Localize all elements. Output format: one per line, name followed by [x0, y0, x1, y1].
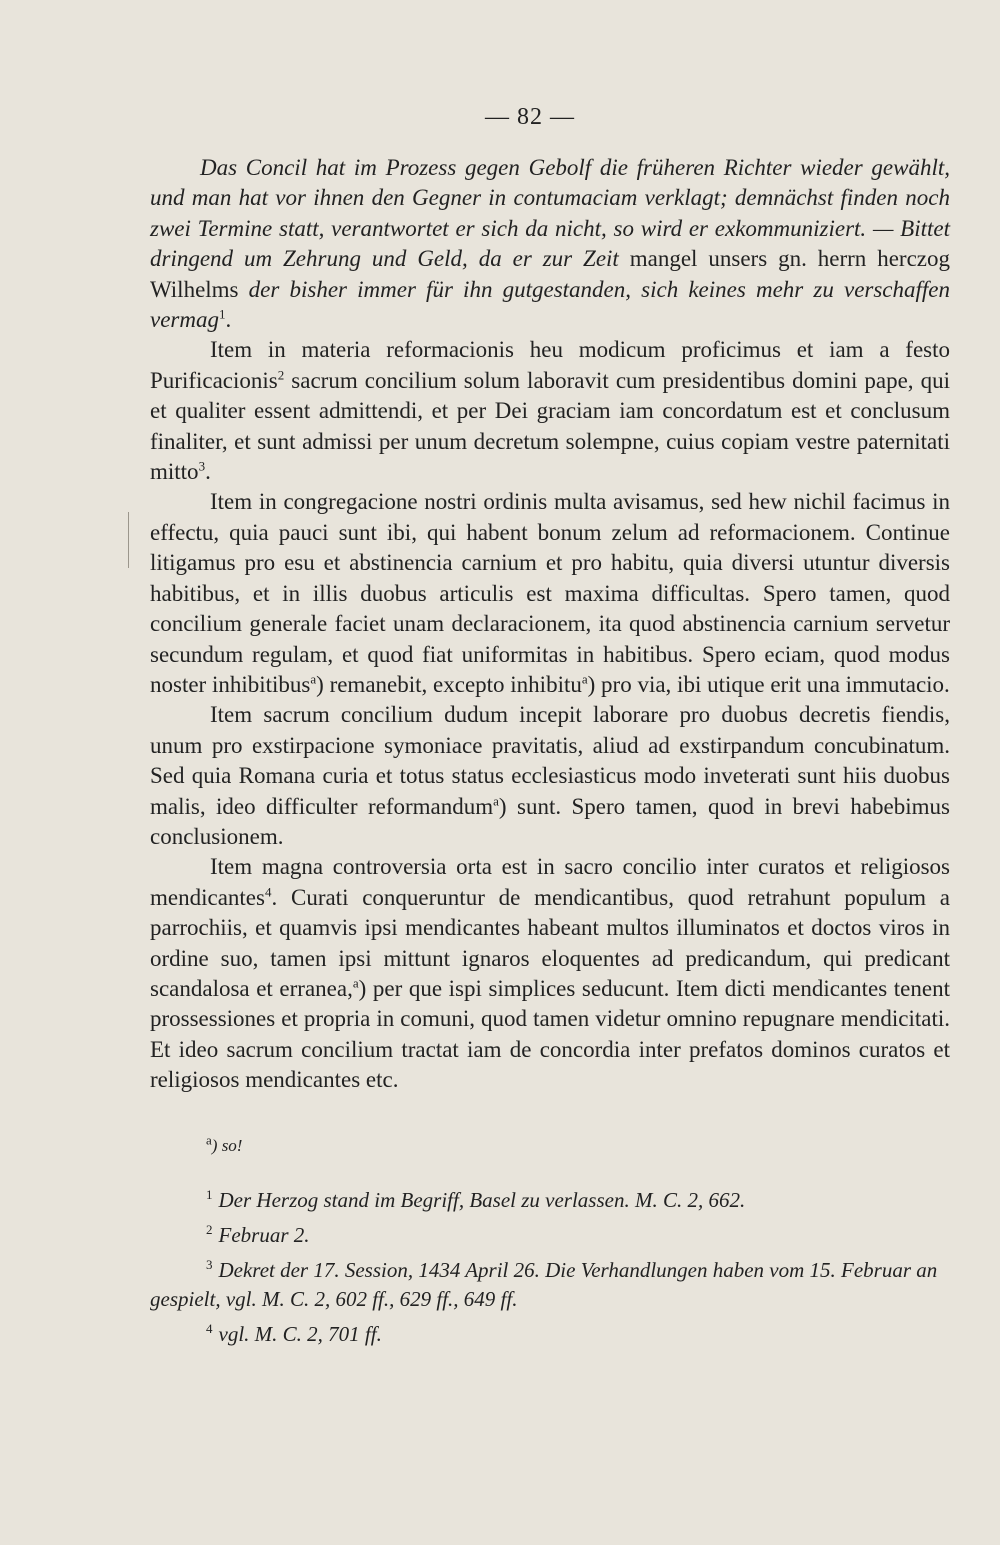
page-number: — 82 —: [485, 104, 575, 130]
margin-mark: [128, 512, 129, 568]
footnote-ref: 4: [264, 884, 272, 900]
summary-paragraph: Das Concil hat im Prozess gegen Gebolf die früheren Richter wieder gewählt, und man hat vor ihnen den Gegner in contumaciam verklagt; demnächst finden noch zwei Termine statt, verantwortet er sich da nicht, so wird er exkommuniziert. — Bittet dringend um Zehrung und Geld, da er zur Zeit mangel unsers gn. herrn herczog Wilhelms der bisher immer für ihn gutgestanden, sich keines mehr zu verschaffen vermag$^1$.: [150, 155, 950, 333]
textual-note: $^a$) so!: [206, 1131, 243, 1155]
footnote-ref: 1: [218, 306, 226, 322]
paragraph-controversia: Item magna controversia orta est in sacro concilio inter curatos et religiosos mendicantes$^4$. Curati conqueruntur de mendicantibus, quod retrahunt populum a parrochiis, et quamvis ipsi mendicantes habeant multos illuminatos et doctos viros in ordine suo, tamen ipsi mittunt ignaros eloquentes ad predicandum, qui predicant scandalosa et erranea,$^a$) per que ispi simplices seducunt. Item dicti mendicantes tenent prossessiones et propria in comuni, quod tamen videtur omnino repugnare mendicitati. Et ideo sacrum concilium tractat iam de concordia inter prefatos dominos curatos et religiosos mendicantes etc.: [150, 854, 950, 1093]
note-ref: a: [310, 671, 317, 687]
note-ref: a: [493, 792, 499, 808]
footnote-ref: 2: [277, 367, 285, 383]
footnote: $^1$ Der Herzog stand im Begriff, Basel zu verlassen. M. C. 2, 662.: [206, 1186, 746, 1212]
note-ref: a: [352, 975, 359, 991]
footnote: $^3$ Dekret der 17. Session, 1434 April 26. Die Verhandlungen haben vom 15. Februar an gespielt, vgl. M. C. 2, 602 ff., 629 ff., 649 ff.: [150, 1256, 938, 1311]
footnotes: [150, 1186, 950, 1349]
summary-quote: mangel unsers gn. herrn herczog Wilhelms: [150, 246, 950, 302]
paragraph-decretis: Item sacrum concilium dudum incepit laborare pro duobus decretis fiendis, unum pro exstirpacione symoniace pravitatis, aliud ad exstirpandum concubinatum. Sed quia Romana curia et totus status ecclesiasticus modo inveterati sunt hiis duobus malis, ideo difficulter reformandum$^a$) sunt. Spero tamen, quod in brevi habebimus conclusionem.: [150, 702, 950, 849]
footnote: $^2$ Februar 2.: [206, 1221, 310, 1247]
paragraph-congregacione: Item in congregacione nostri ordinis multa avisamus, sed hew nichil facimus in effectu, quia pauci sunt ibi, qui habent bonum zelum ad reformacionem. Continue litigamus pro esu et abstinencia carnium et pro habitu, quia diversi utuntur diversis habitibus, et in illis duobus articulis est maxima difficultas. Spero tamen, quod concilium generale faciet unam declaracionem, ita quod abstinencia carnium servetur secundum regulam, et quod fiat uniformitas in habitibus. Spero eciam, quod modus noster inhibitibus$^a$) remanebit, excepto inhibitu$^a$) pro via, ibi utique erit una immutacio.: [150, 489, 950, 697]
note-mark: a: [206, 1131, 212, 1147]
footnote: $^4$ vgl. M. C. 2, 701 ff.: [206, 1320, 382, 1346]
note-ref: a: [581, 671, 588, 687]
summary-text: Das Concil hat im Prozess gegen Gebolf die früheren Richter wieder gewählt, und man hat vor ihnen den Gegner in contumaciam verklagt; demnächst finden noch zwei Termine statt, verantwortet er sich da nicht, so wird er exkommuniziert. — Bittet dringend um Zehrung und Geld, da er zur Zeit: [150, 155, 950, 272]
summary-text-2: der bisher immer für ihn gutgestanden, sich keines mehr zu verschaffen vermag: [150, 276, 950, 333]
paragraph-reformacionis: Item in materia reformacionis heu modicum proficimus et iam a festo Purificacionis$^2$ sacrum concilium solum laboravit cum presidentibus domini pape, qui et qualiter essent admittendi, et per Dei graciam iam concordatum est et conclusum finaliter, et sunt admissi per unum decretum solempne, cuius copiam vestre paternitati mitto$^3$.: [150, 337, 950, 485]
footnote-ref: 3: [198, 458, 206, 474]
